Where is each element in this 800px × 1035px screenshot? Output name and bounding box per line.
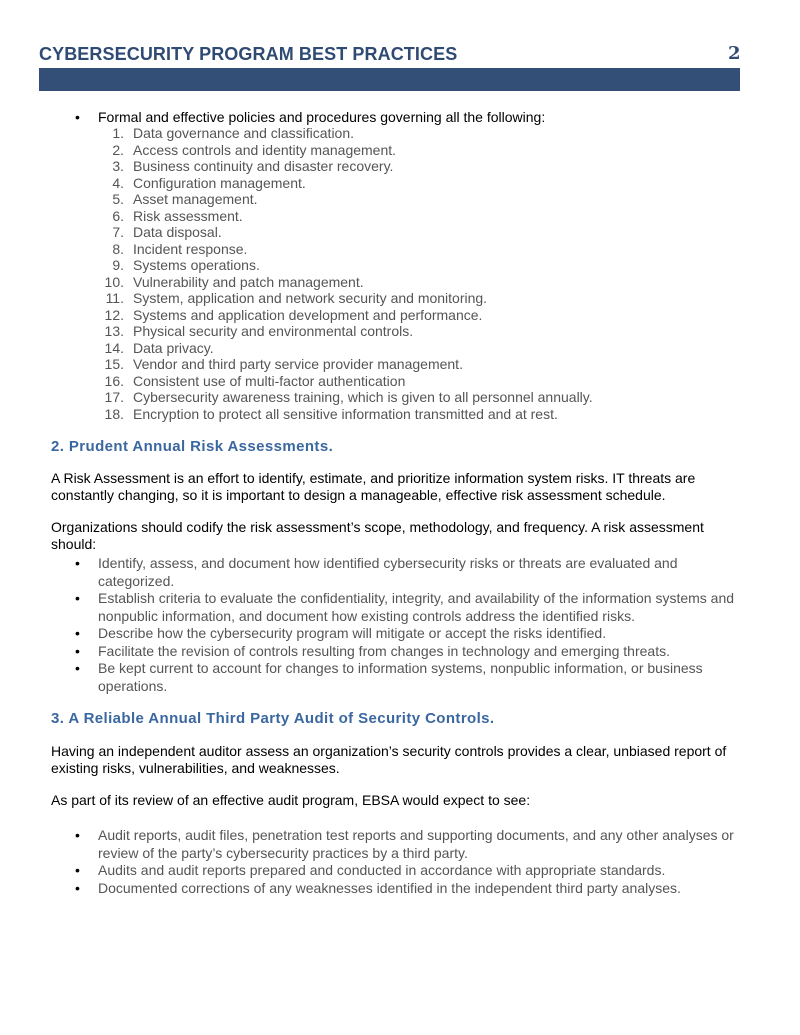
bullet-icon: •: [75, 862, 80, 878]
section-2-paragraph: Organizations should codify the risk assessment’s scope, methodology, and frequency. A risk assessment should:: [51, 519, 704, 552]
bullet-icon: •: [75, 625, 80, 641]
intro-bullet-text: Formal and effective policies and procedures governing all the following:: [98, 109, 546, 125]
list-item: • Facilitate the revision of controls resulting from changes in technology and emerging threats.: [75, 642, 670, 659]
section-3-paragraph: Having an independent auditor assess an organization’s security controls provides a clear, unbiased report of existing risks, vulnerabilities, and weaknesses.: [51, 743, 727, 776]
audit-program-list: [75, 827, 735, 897]
list-item: • Describe how the cybersecurity program will mitigate or accept the risks identified.: [75, 625, 607, 641]
bullet-icon: •: [75, 109, 80, 125]
list-item: • Audits and audit reports prepared and conducted in accordance with appropriate standards.: [75, 862, 666, 878]
header-bar: [39, 68, 740, 91]
page-number: 2: [728, 43, 741, 64]
bullet-icon: •: [75, 642, 80, 659]
list-item: • Establish criteria to evaluate the confidentiality, integrity, and availability of the information systems and nonpublic information, and document how existing controls address the identified risks.: [75, 590, 735, 624]
bullet-icon: •: [75, 590, 80, 606]
risk-assessment-list: [75, 555, 735, 695]
bullet-icon: •: [75, 827, 80, 843]
list-item: • Documented corrections of any weaknesses identified in the independent third party analyses.: [75, 879, 681, 896]
header-title: CYBERSECURITY PROGRAM BEST PRACTICES: [39, 44, 458, 64]
section-3-heading: 3. A Reliable Annual Third Party Audit of Security Controls.: [51, 710, 495, 727]
list-item: • Be kept current to account for changes to information systems, nonpublic information, or business operations.: [75, 660, 703, 694]
section-3-paragraph: As part of its review of an effective audit program, EBSA would expect to see:: [51, 792, 531, 808]
bullet-icon: •: [75, 555, 80, 571]
list-item: • Identify, assess, and document how identified cybersecurity risks or threats are evaluated and categorized.: [75, 555, 678, 589]
bullet-icon: •: [75, 660, 80, 676]
section-2-heading: 2. Prudent Annual Risk Assessments.: [51, 438, 334, 455]
section-2-paragraph: A Risk Assessment is an effort to identify, estimate, and prioritize information system risks. IT threats are constantly changing, so it is important to design a manageable, effective risk assessment schedule.: [51, 470, 696, 503]
bullet-icon: •: [75, 879, 80, 896]
list-item: • Audit reports, audit files, penetration test reports and supporting documents, and any other analyses or review of the party’s cybersecurity practices by a third party.: [75, 827, 734, 861]
